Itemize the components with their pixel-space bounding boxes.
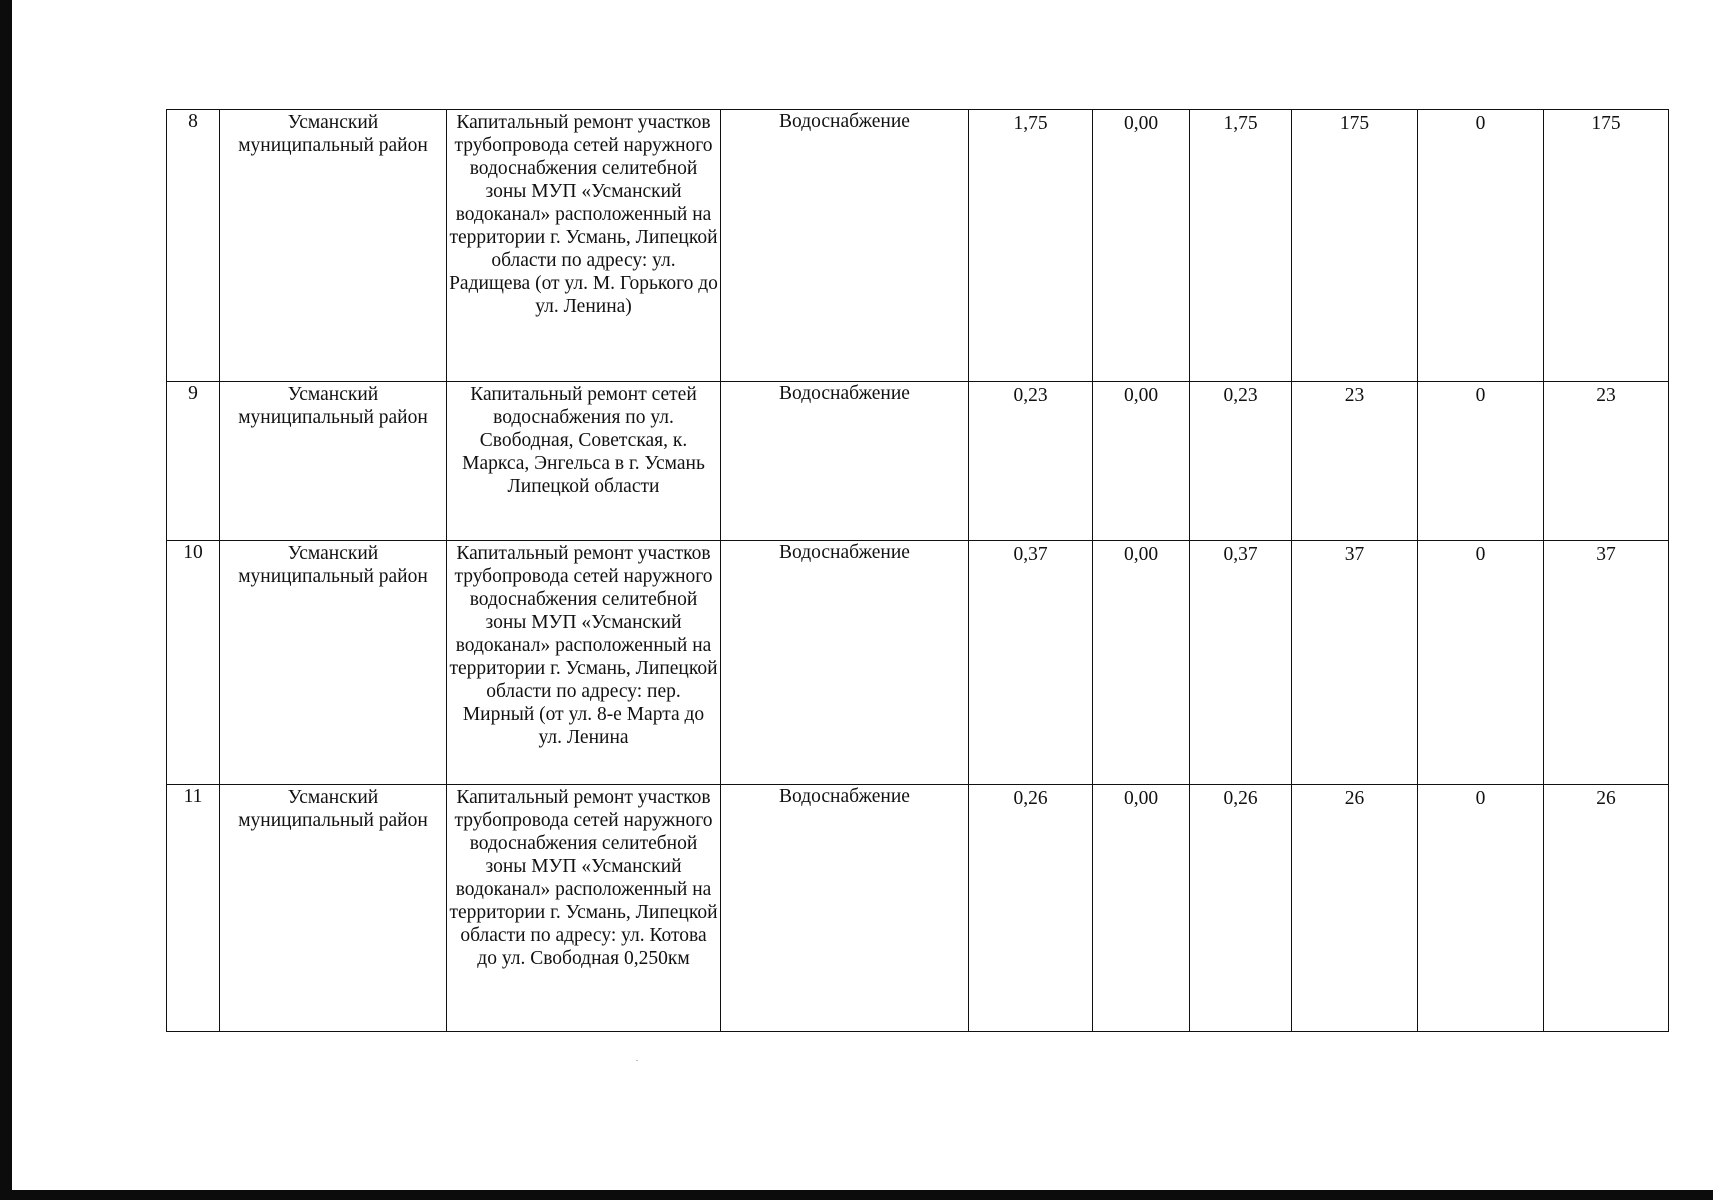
- scan-artifact: [636, 1060, 638, 1061]
- value-cell-5: 0: [1418, 541, 1544, 785]
- value-cell-4: 37: [1292, 541, 1418, 785]
- scan-edge-bottom: [0, 1190, 1713, 1200]
- value-cell-3: 0,26: [1190, 785, 1292, 1032]
- value-cell-5: 0: [1418, 785, 1544, 1032]
- value-cell-5: 0: [1418, 382, 1544, 541]
- row-number: 8: [167, 110, 220, 382]
- value-cell-1: 0,37: [969, 541, 1093, 785]
- document-table: [166, 109, 1669, 1032]
- description-cell: Капитальный ремонт участков трубопровода сетей наружного водоснабжения селитебной зоны МУП «Усманский водоканал» расположенный на территории г. Усмань, Липецкой области по адресу: пер. Мирный (от ул. 8-е Марта до ул. Ленина: [447, 541, 721, 785]
- scan-edge-left: [0, 0, 12, 1200]
- table-row: [167, 382, 1669, 541]
- description-cell: Капитальный ремонт участков трубопровода сетей наружного водоснабжения селитебной зоны МУП «Усманский водоканал» расположенный на территории г. Усмань, Липецкой области по адресу: ул. Котова до ул. Свободная 0,250км: [447, 785, 721, 1032]
- value-cell-1: 1,75: [969, 110, 1093, 382]
- value-cell-4: 175: [1292, 110, 1418, 382]
- value-cell-3: 0,37: [1190, 541, 1292, 785]
- value-cell-6: 23: [1544, 382, 1669, 541]
- row-number: 10: [167, 541, 220, 785]
- district-cell: Усманский муниципальный район: [220, 541, 447, 785]
- value-cell-6: 37: [1544, 541, 1669, 785]
- category-cell: Водоснабжение: [721, 541, 969, 785]
- row-number: 11: [167, 785, 220, 1032]
- description-cell: Капитальный ремонт участков трубопровода сетей наружного водоснабжения селитебной зоны МУП «Усманский водоканал» расположенный на территории г. Усмань, Липецкой области по адресу: ул. Радищева (от ул. М. Горького до ул. Ленина): [447, 110, 721, 382]
- value-cell-4: 23: [1292, 382, 1418, 541]
- category-cell: Водоснабжение: [721, 110, 969, 382]
- value-cell-1: 0,26: [969, 785, 1093, 1032]
- value-cell-6: 175: [1544, 110, 1669, 382]
- category-cell: Водоснабжение: [721, 785, 969, 1032]
- value-cell-1: 0,23: [969, 382, 1093, 541]
- value-cell-5: 0: [1418, 110, 1544, 382]
- value-cell-2: 0,00: [1093, 785, 1190, 1032]
- value-cell-2: 0,00: [1093, 382, 1190, 541]
- table-row: [167, 541, 1669, 785]
- value-cell-4: 26: [1292, 785, 1418, 1032]
- row-number: 9: [167, 382, 220, 541]
- value-cell-3: 1,75: [1190, 110, 1292, 382]
- district-cell: Усманский муниципальный район: [220, 785, 447, 1032]
- district-cell: Усманский муниципальный район: [220, 110, 447, 382]
- value-cell-6: 26: [1544, 785, 1669, 1032]
- description-cell: Капитальный ремонт сетей водоснабжения по ул. Свободная, Советская, к. Маркса, Энгельса в г. Усмань Липецкой области: [447, 382, 721, 541]
- district-cell: Усманский муниципальный район: [220, 382, 447, 541]
- table-row: [167, 110, 1669, 382]
- value-cell-2: 0,00: [1093, 110, 1190, 382]
- table-row: [167, 785, 1669, 1032]
- value-cell-3: 0,23: [1190, 382, 1292, 541]
- value-cell-2: 0,00: [1093, 541, 1190, 785]
- category-cell: Водоснабжение: [721, 382, 969, 541]
